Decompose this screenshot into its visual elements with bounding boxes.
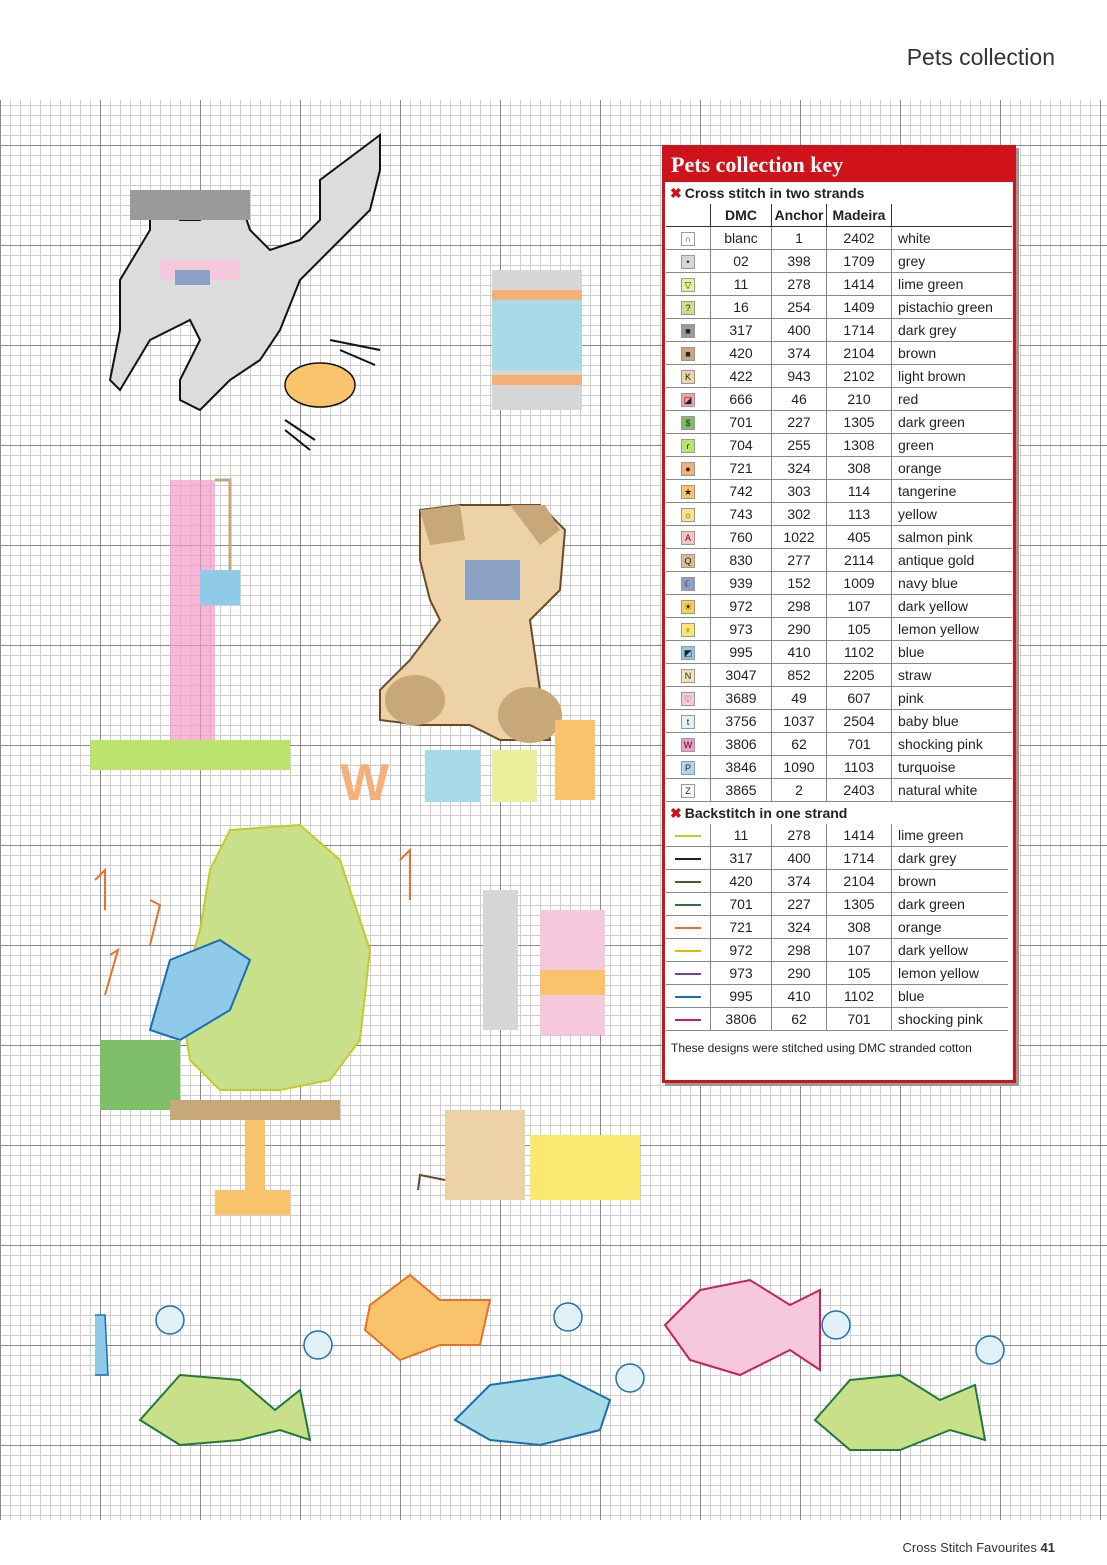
symbol-cell (666, 710, 711, 733)
symbol-cell (666, 687, 711, 710)
key-row (666, 319, 1012, 342)
madeira-code: 1103 (827, 756, 892, 779)
dmc-code: blanc (711, 227, 772, 250)
dog-motif (340, 505, 595, 812)
madeira-code: 105 (827, 618, 892, 641)
stitch-symbol-icon: ★ (681, 485, 695, 499)
dmc-code: 743 (711, 503, 772, 526)
stitch-symbol-icon: ? (681, 301, 695, 315)
color-name: lemon yellow (892, 962, 1009, 985)
symbol-cell (666, 250, 711, 273)
dmc-code: 3047 (711, 664, 772, 687)
anchor-code: 62 (772, 733, 827, 756)
col-dmc: DMC (711, 204, 772, 227)
key-row (666, 893, 1008, 916)
key-row (666, 916, 1008, 939)
anchor-code: 290 (772, 618, 827, 641)
key-row (666, 457, 1012, 480)
symbol-cell (666, 503, 711, 526)
madeira-code: 114 (827, 480, 892, 503)
symbol-cell (666, 457, 711, 480)
anchor-code: 290 (772, 962, 827, 985)
symbol-cell (666, 916, 711, 939)
key-row (666, 779, 1012, 802)
madeira-code: 113 (827, 503, 892, 526)
symbol-cell (666, 365, 711, 388)
symbol-cell (666, 434, 711, 457)
key-row (666, 296, 1012, 319)
color-name: lime green (892, 273, 1013, 296)
madeira-code: 1409 (827, 296, 892, 319)
anchor-code: 298 (772, 595, 827, 618)
cross-icon: ✖ (670, 805, 682, 821)
anchor-code: 374 (772, 870, 827, 893)
bird-motif (95, 825, 410, 1215)
anchor-code: 852 (772, 664, 827, 687)
stitch-symbol-icon: ◩ (681, 646, 695, 660)
anchor-code: 255 (772, 434, 827, 457)
symbol-cell (666, 733, 711, 756)
anchor-code: 298 (772, 939, 827, 962)
color-name: brown (892, 342, 1013, 365)
backstitch-line-icon (675, 996, 701, 998)
color-name: shocking pink (892, 733, 1013, 756)
stitch-symbol-icon: P (681, 761, 695, 775)
stitch-symbol-icon: ♡ (681, 692, 695, 706)
anchor-code: 303 (772, 480, 827, 503)
madeira-code: 1102 (827, 641, 892, 664)
color-name: tangerine (892, 480, 1013, 503)
symbol-cell (666, 227, 711, 250)
mouse-cheese-motif (418, 1110, 640, 1200)
color-name: blue (892, 641, 1013, 664)
dmc-code: 701 (711, 411, 772, 434)
key-row (666, 273, 1012, 296)
backstitch-line-icon (675, 973, 701, 975)
anchor-code: 302 (772, 503, 827, 526)
symbol-cell (666, 641, 711, 664)
symbol-cell (666, 411, 711, 434)
dmc-code: 742 (711, 480, 772, 503)
symbol-cell (666, 939, 711, 962)
stitch-symbol-icon: ■ (681, 324, 695, 338)
backstitch-line-icon (675, 904, 701, 906)
key-row (666, 756, 1012, 779)
anchor-code: 227 (772, 411, 827, 434)
color-name: shocking pink (892, 1008, 1009, 1031)
backstitch-line-icon (675, 950, 701, 952)
symbol-cell (666, 480, 711, 503)
color-name: lime green (892, 824, 1009, 847)
symbol-cell (666, 824, 711, 847)
madeira-code: 405 (827, 526, 892, 549)
color-name: pistachio green (892, 296, 1013, 319)
color-name: grey (892, 250, 1013, 273)
anchor-code: 49 (772, 687, 827, 710)
backstitch-line-icon (675, 881, 701, 883)
symbol-cell (666, 388, 711, 411)
color-name: natural white (892, 779, 1013, 802)
madeira-code: 2102 (827, 365, 892, 388)
color-name: orange (892, 457, 1013, 480)
stitch-symbol-icon: ▽ (681, 278, 695, 292)
key-row (666, 710, 1012, 733)
anchor-code: 254 (772, 296, 827, 319)
symbol-cell (666, 595, 711, 618)
color-name: brown (892, 870, 1009, 893)
cross-stitch-table (666, 204, 1012, 802)
color-name: turquoise (892, 756, 1013, 779)
color-name: lemon yellow (892, 618, 1013, 641)
madeira-code: 1414 (827, 824, 892, 847)
madeira-code: 308 (827, 457, 892, 480)
madeira-code: 107 (827, 595, 892, 618)
color-name: dark grey (892, 319, 1013, 342)
dmc-code: 972 (711, 939, 772, 962)
stitch-symbol-icon: ◪ (681, 393, 695, 407)
page-number: 41 (1040, 1540, 1055, 1555)
color-key-panel (662, 145, 1016, 1083)
dmc-code: 11 (711, 273, 772, 296)
color-name: salmon pink (892, 526, 1013, 549)
madeira-code: 1305 (827, 411, 892, 434)
svg-text:W: W (340, 754, 390, 812)
anchor-code: 410 (772, 985, 827, 1008)
symbol-cell (666, 1008, 711, 1031)
anchor-code: 398 (772, 250, 827, 273)
anchor-code: 324 (772, 916, 827, 939)
stitch-symbol-icon: ☼ (681, 508, 695, 522)
stitch-symbol-icon: t (681, 715, 695, 729)
stitch-symbol-icon: Z (681, 784, 695, 798)
color-name: dark green (892, 411, 1013, 434)
madeira-code: 1308 (827, 434, 892, 457)
dmc-code: 3846 (711, 756, 772, 779)
key-row (666, 962, 1008, 985)
key-row (666, 985, 1008, 1008)
madeira-code: 1714 (827, 847, 892, 870)
madeira-code: 1009 (827, 572, 892, 595)
stitch-symbol-icon: ɾ (681, 439, 695, 453)
anchor-code: 374 (772, 342, 827, 365)
dmc-code: 3865 (711, 779, 772, 802)
key-row (666, 227, 1012, 250)
dmc-code: 721 (711, 916, 772, 939)
anchor-code: 46 (772, 388, 827, 411)
scratching-post-motif (90, 480, 290, 770)
anchor-code: 277 (772, 549, 827, 572)
key-row (666, 595, 1012, 618)
dmc-code: 973 (711, 618, 772, 641)
stitch-symbol-icon: A (681, 531, 695, 545)
dmc-code: 972 (711, 595, 772, 618)
madeira-code: 607 (827, 687, 892, 710)
backstitch-line-icon (675, 927, 701, 929)
color-name: baby blue (892, 710, 1013, 733)
key-row (666, 687, 1012, 710)
dmc-code: 3806 (711, 1008, 772, 1031)
madeira-code: 701 (827, 733, 892, 756)
madeira-code: 308 (827, 916, 892, 939)
key-row (666, 365, 1012, 388)
color-name: light brown (892, 365, 1013, 388)
stitch-symbol-icon: Q (681, 554, 695, 568)
anchor-code: 943 (772, 365, 827, 388)
color-name: straw (892, 664, 1013, 687)
anchor-code: 410 (772, 641, 827, 664)
dmc-code: 11 (711, 824, 772, 847)
section-title: Pets collection (906, 44, 1055, 70)
dmc-code: 3756 (711, 710, 772, 733)
color-name: blue (892, 985, 1009, 1008)
key-row (666, 503, 1012, 526)
symbol-cell (666, 756, 711, 779)
symbol-cell (666, 893, 711, 916)
stitch-symbol-icon: $ (681, 416, 695, 430)
color-name: pink (892, 687, 1013, 710)
anchor-code: 152 (772, 572, 827, 595)
backstitch-line-icon (675, 1019, 701, 1021)
stitch-symbol-icon: ☀ (681, 600, 695, 614)
symbol-cell (666, 296, 711, 319)
dmc-code: 995 (711, 641, 772, 664)
key-row (666, 572, 1012, 595)
color-name: antique gold (892, 549, 1013, 572)
dmc-code: 666 (711, 388, 772, 411)
color-name: dark green (892, 893, 1009, 916)
madeira-code: 1102 (827, 985, 892, 1008)
anchor-code: 2 (772, 779, 827, 802)
thread-note: These designs were stitched using DMC stranded cotton (671, 1041, 972, 1055)
color-name: green (892, 434, 1013, 457)
anchor-code: 227 (772, 893, 827, 916)
col-madeira: Madeira (827, 204, 892, 227)
color-name: red (892, 388, 1013, 411)
symbol-cell (666, 572, 711, 595)
key-row (666, 847, 1008, 870)
fish-motifs (95, 1275, 1004, 1450)
symbol-cell (666, 870, 711, 893)
stitch-symbol-icon: ● (681, 462, 695, 476)
madeira-code: 701 (827, 1008, 892, 1031)
backstitch-line-icon (675, 858, 701, 860)
dmc-code: 939 (711, 572, 772, 595)
key-row (666, 549, 1012, 572)
dmc-code: 973 (711, 962, 772, 985)
page-footer (903, 1540, 1055, 1555)
dmc-code: 317 (711, 319, 772, 342)
symbol-cell (666, 664, 711, 687)
madeira-code: 210 (827, 388, 892, 411)
madeira-code: 2104 (827, 342, 892, 365)
madeira-code: 2114 (827, 549, 892, 572)
food-tin-motif (492, 270, 582, 410)
symbol-cell (666, 273, 711, 296)
key-row (666, 664, 1012, 687)
dmc-code: 422 (711, 365, 772, 388)
anchor-code: 278 (772, 824, 827, 847)
madeira-code: 1714 (827, 319, 892, 342)
key-row (666, 870, 1008, 893)
color-name: dark yellow (892, 939, 1009, 962)
symbol-cell (666, 549, 711, 572)
stitch-symbol-icon: N (681, 669, 695, 683)
symbol-cell (666, 618, 711, 641)
backstitch-table (666, 824, 1008, 1031)
dmc-code: 701 (711, 893, 772, 916)
cross-stitch-heading: ✖ Cross stitch in two strands (670, 185, 865, 201)
color-name: navy blue (892, 572, 1013, 595)
grooming-motif (483, 890, 605, 1035)
key-title: Pets collection key (665, 148, 1013, 182)
key-row (666, 733, 1012, 756)
key-row (666, 388, 1012, 411)
stitch-symbol-icon: ∩ (681, 232, 695, 246)
anchor-code: 1090 (772, 756, 827, 779)
color-name: orange (892, 916, 1009, 939)
madeira-code: 2403 (827, 779, 892, 802)
anchor-code: 1022 (772, 526, 827, 549)
dmc-code: 3689 (711, 687, 772, 710)
stitch-symbol-icon: ■ (681, 347, 695, 361)
dmc-code: 317 (711, 847, 772, 870)
symbol-cell (666, 319, 711, 342)
key-row (666, 434, 1012, 457)
madeira-code: 2504 (827, 710, 892, 733)
madeira-code: 1305 (827, 893, 892, 916)
dmc-code: 02 (711, 250, 772, 273)
madeira-code: 1709 (827, 250, 892, 273)
symbol-cell (666, 985, 711, 1008)
color-name: white (892, 227, 1013, 250)
dmc-code: 420 (711, 342, 772, 365)
madeira-code: 1414 (827, 273, 892, 296)
stitch-symbol-icon: K (681, 370, 695, 384)
color-name: dark grey (892, 847, 1009, 870)
key-row (666, 939, 1008, 962)
key-row (666, 480, 1012, 503)
col-anchor: Anchor (772, 204, 827, 227)
dmc-code: 420 (711, 870, 772, 893)
stitch-symbol-icon: W (681, 738, 695, 752)
anchor-code: 62 (772, 1008, 827, 1031)
color-name: yellow (892, 503, 1013, 526)
backstitch-heading: ✖ Backstitch in one strand (670, 805, 848, 821)
anchor-code: 1 (772, 227, 827, 250)
key-row (666, 526, 1012, 549)
color-name: dark yellow (892, 595, 1013, 618)
yarn-ball-motif (285, 340, 380, 450)
dmc-code: 16 (711, 296, 772, 319)
symbol-cell (666, 847, 711, 870)
key-row (666, 824, 1008, 847)
anchor-code: 278 (772, 273, 827, 296)
dmc-code: 995 (711, 985, 772, 1008)
stitch-symbol-icon: ☾ (681, 577, 695, 591)
madeira-code: 2104 (827, 870, 892, 893)
magazine-name: Cross Stitch Favourites (902, 1540, 1037, 1555)
stitch-symbol-icon: ♀ (681, 623, 695, 637)
stitch-symbol-icon: • (681, 255, 695, 269)
key-row (666, 618, 1012, 641)
symbol-cell (666, 962, 711, 985)
key-row (666, 641, 1012, 664)
dmc-code: 3806 (711, 733, 772, 756)
dmc-code: 721 (711, 457, 772, 480)
anchor-code: 1037 (772, 710, 827, 733)
symbol-cell (666, 342, 711, 365)
key-row (666, 411, 1012, 434)
key-row (666, 1008, 1008, 1031)
madeira-code: 105 (827, 962, 892, 985)
anchor-code: 400 (772, 319, 827, 342)
backstitch-line-icon (675, 835, 701, 837)
symbol-cell (666, 526, 711, 549)
dmc-code: 760 (711, 526, 772, 549)
dmc-code: 830 (711, 549, 772, 572)
cross-icon: ✖ (670, 185, 682, 201)
key-row (666, 250, 1012, 273)
anchor-code: 324 (772, 457, 827, 480)
key-row (666, 342, 1012, 365)
anchor-code: 400 (772, 847, 827, 870)
madeira-code: 107 (827, 939, 892, 962)
dmc-code: 704 (711, 434, 772, 457)
madeira-code: 2205 (827, 664, 892, 687)
madeira-code: 2402 (827, 227, 892, 250)
symbol-cell (666, 779, 711, 802)
